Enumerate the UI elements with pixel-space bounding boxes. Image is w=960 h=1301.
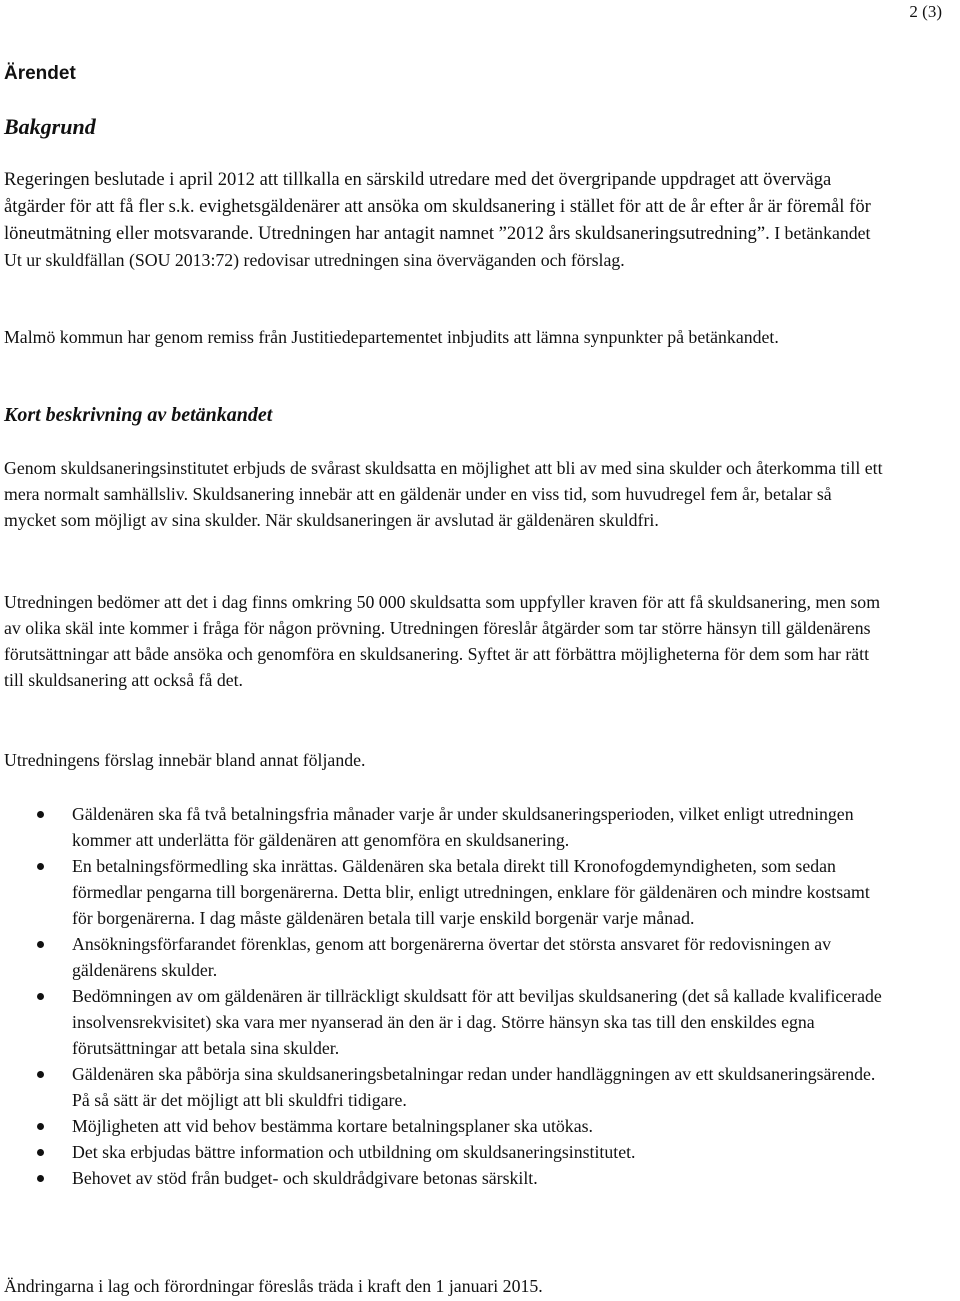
list-item: [4, 1165, 884, 1191]
list-item-text: Gäldenären ska påbörja sina skuldsaneringsbetalningar redan under handläggningen av ett skuldsaneringsärende. På så sätt är det möjligt att bli skuldfri tidigare.: [72, 1064, 876, 1110]
list-item-text: Bedömningen av om gäldenären är tillräckligt skuldsatt för att beviljas skuldsanering (det så kallade kvalificerade insolvensrekvisitet) ska vara mer nyanserad än den är i dag. Större hänsyn ska tas till den enskildes egna förutsättningar att betala sina skulder.: [72, 986, 882, 1058]
list-item-text: Ansökningsförfarandet förenklas, genom att borgenärerna övertar det största ansvaret för redovisningen av gäldenärens skulder.: [72, 934, 832, 980]
heading-arende: Ärendet: [4, 63, 76, 84]
proposal-list: [4, 801, 884, 1191]
list-item: [4, 1139, 884, 1165]
heading-kort-beskrivning: Kort beskrivning av betänkandet: [4, 404, 273, 426]
paragraph-closing: Ändringarna i lag och förordningar föreslås träda i kraft den 1 januari 2015.: [4, 1276, 543, 1296]
list-item: [4, 1061, 884, 1113]
list-item: [4, 801, 884, 853]
bullet-icon: [37, 811, 44, 818]
list-item-text: Möjligheten att vid behov bestämma kortare betalningsplaner ska utökas.: [72, 1116, 593, 1136]
bullet-icon: [37, 1123, 44, 1130]
paragraph-kort-2: Utredningen bedömer att det i dag finns omkring 50 000 skuldsatta som uppfyller kraven för att få skuldsanering, men som av olika skäl inte kommer i fråga för någon prövning. Utredningen föreslår åtgärder som tar större hänsyn till gäldenärens förutsättningar att både ansöka och genomföra en skuldsanering. Syftet är att förbättra möjligheterna för dem som har rätt till skuldsanering att också få det.: [4, 592, 881, 690]
bullet-icon: [37, 863, 44, 870]
paragraph-bakgrund-1: [4, 166, 884, 273]
paragraph-bakgrund-1-part1: Regeringen beslutade i april 2012 att tillkalla en särskild utredare med det övergripande uppdraget att överväga åtgärder för att få fler s.k. evighetsgäldenärer att ansöka om skuldsanering i stället för att de år efter år är föremål för löneutmätning eller motsvarande. Utredningen har antagit namnet ”2012 års skuldsaneringsutredning”.: [4, 169, 871, 244]
bullet-icon: [37, 941, 44, 948]
bullet-icon: [37, 1175, 44, 1182]
paragraph-bakgrund-2: Malmö kommun har genom remiss från Justitiedepartementet inbjudits att lämna synpunkter på betänkandet.: [4, 327, 779, 347]
list-item-text: Gäldenären ska få två betalningsfria månader varje år under skuldsaneringsperioden, vilket enligt utredningen kommer att underlätta för gäldenären att genomföra en skuldsanering.: [72, 804, 854, 850]
bullet-icon: [37, 1071, 44, 1078]
list-item: [4, 983, 884, 1061]
list-item-text: Det ska erbjudas bättre information och utbildning om skuldsaneringsinstitutet.: [72, 1142, 636, 1162]
paragraph-kort-1: Genom skuldsaneringsinstitutet erbjuds de svårast skuldsatta en möjlighet att bli av med sina skulder och återkomma till ett mera normalt samhällsliv. Skuldsanering innebär att en gäldenär under en viss tid, som huvudregel fem år, betalar så mycket som möjligt av sina skulder. När skuldsaneringen är avslutad är gäldenären skuldfri.: [4, 458, 883, 530]
list-item-text: Behovet av stöd från budget- och skuldrådgivare betonas särskilt.: [72, 1168, 538, 1188]
bullet-icon: [37, 993, 44, 1000]
page-number: 2 (3): [909, 2, 942, 21]
list-item: [4, 853, 884, 931]
list-item: [4, 931, 884, 983]
bullet-icon: [37, 1149, 44, 1156]
heading-bakgrund: Bakgrund: [4, 114, 96, 139]
paragraph-kort-3: Utredningens förslag innebär bland annat följande.: [4, 750, 366, 770]
list-item-text: En betalningsförmedling ska inrättas. Gäldenären ska betala direkt till Kronofogdemyndigheten, som sedan förmedlar pengarna till borgenärerna. Detta blir, enligt utredningen, enklare för gäldenären och mindre kostsamt för borgenärerna. I dag måste gäldenären betala till varje enskild borgenär varje månad.: [72, 856, 870, 928]
list-item: [4, 1113, 884, 1139]
paragraph-bakgrund-1-part2: I betänkandet Ut ur skuldfällan (SOU 2013:72) redovisar utredningen sina överväganden och förslag.: [4, 223, 871, 270]
